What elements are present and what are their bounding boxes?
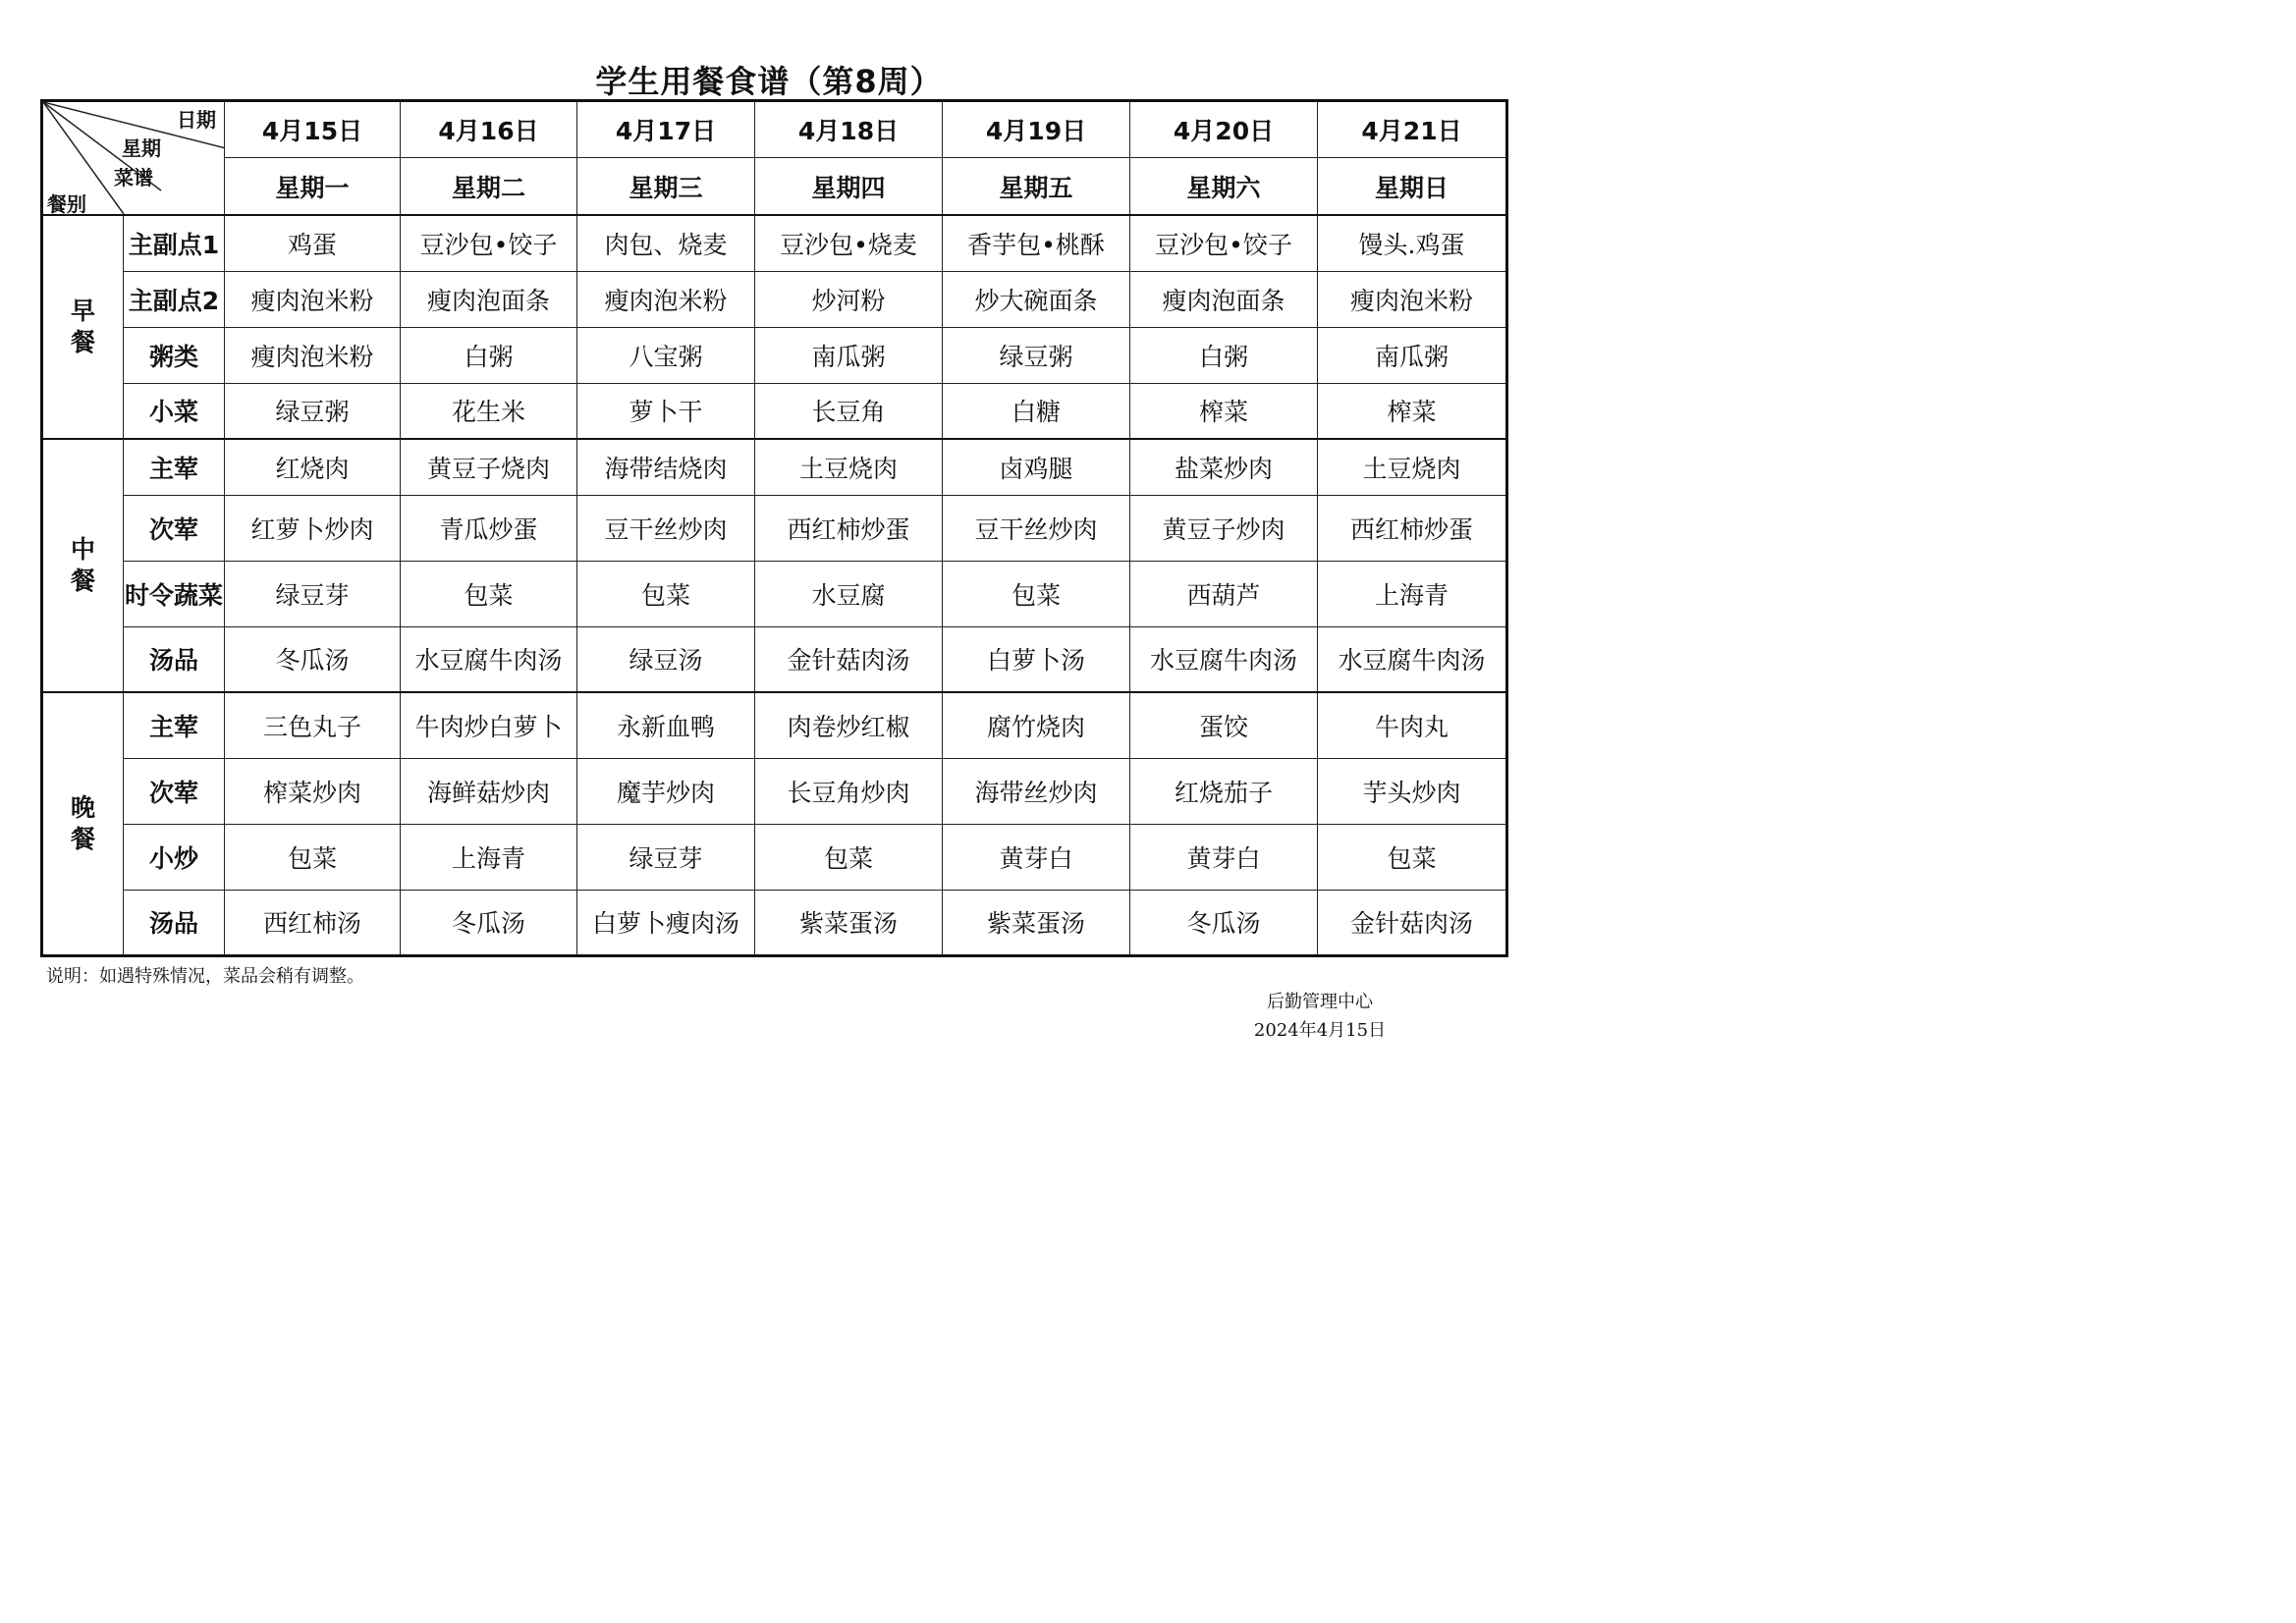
page-title: 学生用餐食谱（第8周） <box>595 63 943 100</box>
category-cell: 次荤 <box>124 758 225 824</box>
dish-cell: 西红柿炒蛋 <box>1318 495 1507 561</box>
corner-menu-label: 菜谱 <box>114 166 153 189</box>
dish-cell: 冬瓜汤 <box>1130 890 1318 955</box>
category-cell: 主荤 <box>124 692 225 758</box>
category-cell: 小炒 <box>124 824 225 890</box>
date-header-cell: 4月19日 <box>943 101 1130 158</box>
dish-cell: 金针菇肉汤 <box>755 626 943 692</box>
category-cell: 主副点2 <box>124 271 225 327</box>
weekday-header-cell: 星期四 <box>755 158 943 215</box>
category-cell: 主副点1 <box>124 215 225 271</box>
weekday-header-cell: 星期六 <box>1130 158 1318 215</box>
dish-cell: 白萝卜瘦肉汤 <box>577 890 755 955</box>
dish-cell: 瘦肉泡面条 <box>1130 271 1318 327</box>
corner-date-label: 日期 <box>177 108 216 132</box>
weekday-header-cell: 星期二 <box>401 158 577 215</box>
signoff-date: 2024年4月15日 <box>1253 1020 1387 1041</box>
dish-cell: 白粥 <box>1130 327 1318 383</box>
dish-cell: 长豆角 <box>755 383 943 439</box>
menu-row <box>42 383 1507 439</box>
menu-row <box>42 271 1507 327</box>
menu-row <box>42 561 1507 626</box>
dish-cell: 南瓜粥 <box>755 327 943 383</box>
dish-cell: 绿豆汤 <box>577 626 755 692</box>
dish-cell: 上海青 <box>1318 561 1507 626</box>
dish-cell: 包菜 <box>755 824 943 890</box>
dish-cell: 豆沙包•饺子 <box>401 215 577 271</box>
dish-cell: 肉卷炒红椒 <box>755 692 943 758</box>
dish-cell: 包菜 <box>577 561 755 626</box>
category-cell: 汤品 <box>124 890 225 955</box>
date-header-row <box>42 101 1507 158</box>
menu-row <box>42 495 1507 561</box>
dish-cell: 土豆烧肉 <box>1318 439 1507 495</box>
dish-cell: 馒头.鸡蛋 <box>1318 215 1507 271</box>
dish-cell: 红烧肉 <box>225 439 401 495</box>
dish-cell: 水豆腐牛肉汤 <box>1130 626 1318 692</box>
menu-table <box>40 99 1508 957</box>
dish-cell: 瘦肉泡米粉 <box>225 327 401 383</box>
dish-cell: 白萝卜汤 <box>943 626 1130 692</box>
meal-name-cell <box>42 215 124 439</box>
dish-cell: 水豆腐 <box>755 561 943 626</box>
dish-cell: 冬瓜汤 <box>225 626 401 692</box>
dish-cell: 西红柿炒蛋 <box>755 495 943 561</box>
meal-name-char: 餐 <box>70 824 95 853</box>
dish-cell: 青瓜炒蛋 <box>401 495 577 561</box>
dish-cell: 土豆烧肉 <box>755 439 943 495</box>
category-cell: 小菜 <box>124 383 225 439</box>
dish-cell: 瘦肉泡米粉 <box>577 271 755 327</box>
dish-cell: 绿豆芽 <box>225 561 401 626</box>
dish-cell: 海带丝炒肉 <box>943 758 1130 824</box>
dish-cell: 长豆角炒肉 <box>755 758 943 824</box>
dish-cell: 肉包、烧麦 <box>577 215 755 271</box>
weekday-header-cell: 星期一 <box>225 158 401 215</box>
dish-cell: 瘦肉泡米粉 <box>1318 271 1507 327</box>
dish-cell: 豆干丝炒肉 <box>577 495 755 561</box>
weekday-header-cell: 星期日 <box>1318 158 1507 215</box>
dish-cell: 永新血鸭 <box>577 692 755 758</box>
menu-row <box>42 327 1507 383</box>
dish-cell: 豆沙包•饺子 <box>1130 215 1318 271</box>
category-cell: 汤品 <box>124 626 225 692</box>
dish-cell: 包菜 <box>401 561 577 626</box>
meal-name-cell <box>42 692 124 955</box>
dish-cell: 紫菜蛋汤 <box>755 890 943 955</box>
dish-cell: 牛肉丸 <box>1318 692 1507 758</box>
dish-cell: 卤鸡腿 <box>943 439 1130 495</box>
meal-name-char: 早 <box>70 297 95 325</box>
signoff-block <box>1218 988 1422 1045</box>
category-cell: 次荤 <box>124 495 225 561</box>
dish-cell: 黄芽白 <box>943 824 1130 890</box>
dish-cell: 蛋饺 <box>1130 692 1318 758</box>
dish-cell: 包菜 <box>225 824 401 890</box>
dish-cell: 芋头炒肉 <box>1318 758 1507 824</box>
dish-cell: 海带结烧肉 <box>577 439 755 495</box>
corner-weekday-label: 星期 <box>122 136 161 160</box>
corner-meal-label: 餐别 <box>47 192 86 215</box>
dish-cell: 包菜 <box>943 561 1130 626</box>
date-header-cell: 4月18日 <box>755 101 943 158</box>
dish-cell: 上海青 <box>401 824 577 890</box>
menu-row <box>42 758 1507 824</box>
dish-cell: 水豆腐牛肉汤 <box>1318 626 1507 692</box>
dish-cell: 炒大碗面条 <box>943 271 1130 327</box>
dish-cell: 红烧茄子 <box>1130 758 1318 824</box>
dish-cell: 白粥 <box>401 327 577 383</box>
dish-cell: 牛肉炒白萝卜 <box>401 692 577 758</box>
meal-name-char: 晚 <box>70 792 95 822</box>
menu-row <box>42 692 1507 758</box>
dish-cell: 白糖 <box>943 383 1130 439</box>
menu-row <box>42 824 1507 890</box>
dish-cell: 黄豆子烧肉 <box>401 439 577 495</box>
dish-cell: 绿豆粥 <box>943 327 1130 383</box>
dish-cell: 金针菇肉汤 <box>1318 890 1507 955</box>
dish-cell: 冬瓜汤 <box>401 890 577 955</box>
date-header-cell: 4月16日 <box>401 101 577 158</box>
dish-cell: 腐竹烧肉 <box>943 692 1130 758</box>
date-header-cell: 4月21日 <box>1318 101 1507 158</box>
dish-cell: 西红柿汤 <box>225 890 401 955</box>
meal-name-cell <box>42 439 124 692</box>
dish-cell: 南瓜粥 <box>1318 327 1507 383</box>
menu-row <box>42 215 1507 271</box>
category-cell: 主荤 <box>124 439 225 495</box>
dish-cell: 黄豆子炒肉 <box>1130 495 1318 561</box>
dish-cell: 炒河粉 <box>755 271 943 327</box>
dish-cell: 紫菜蛋汤 <box>943 890 1130 955</box>
dish-cell: 香芋包•桃酥 <box>943 215 1130 271</box>
dish-cell: 黄芽白 <box>1130 824 1318 890</box>
dish-cell: 豆干丝炒肉 <box>943 495 1130 561</box>
dish-cell: 盐菜炒肉 <box>1130 439 1318 495</box>
dish-cell: 绿豆芽 <box>577 824 755 890</box>
weekday-header-row <box>42 158 1507 215</box>
dish-cell: 榨菜 <box>1318 383 1507 439</box>
date-header-cell: 4月15日 <box>225 101 401 158</box>
dish-cell: 鸡蛋 <box>225 215 401 271</box>
dish-cell: 包菜 <box>1318 824 1507 890</box>
dish-cell: 海鲜菇炒肉 <box>401 758 577 824</box>
header-corner-cell <box>42 101 225 216</box>
meal-name-char: 餐 <box>70 328 95 356</box>
menu-row <box>42 890 1507 955</box>
dish-cell: 瘦肉泡面条 <box>401 271 577 327</box>
footnote: 说明：如遇特殊情况，菜品会稍有调整。 <box>46 966 364 987</box>
dish-cell: 榨菜 <box>1130 383 1318 439</box>
dish-cell: 花生米 <box>401 383 577 439</box>
dish-cell: 水豆腐牛肉汤 <box>401 626 577 692</box>
meal-name-char: 餐 <box>70 567 95 595</box>
meal-name-char: 中 <box>70 535 95 564</box>
weekday-header-cell: 星期五 <box>943 158 1130 215</box>
dish-cell: 榨菜炒肉 <box>225 758 401 824</box>
dish-cell: 魔芋炒肉 <box>577 758 755 824</box>
dish-cell: 红萝卜炒肉 <box>225 495 401 561</box>
dish-cell: 绿豆粥 <box>225 383 401 439</box>
category-cell: 粥类 <box>124 327 225 383</box>
dish-cell: 豆沙包•烧麦 <box>755 215 943 271</box>
dish-cell: 萝卜干 <box>577 383 755 439</box>
menu-row <box>42 439 1507 495</box>
dish-cell: 三色丸子 <box>225 692 401 758</box>
dish-cell: 瘦肉泡米粉 <box>225 271 401 327</box>
dish-cell: 西葫芦 <box>1130 561 1318 626</box>
weekday-header-cell: 星期三 <box>577 158 755 215</box>
signoff-department: 后勤管理中心 <box>1267 992 1373 1012</box>
category-cell: 时令蔬菜 <box>124 561 225 626</box>
date-header-cell: 4月20日 <box>1130 101 1318 158</box>
date-header-cell: 4月17日 <box>577 101 755 158</box>
menu-row <box>42 626 1507 692</box>
dish-cell: 八宝粥 <box>577 327 755 383</box>
